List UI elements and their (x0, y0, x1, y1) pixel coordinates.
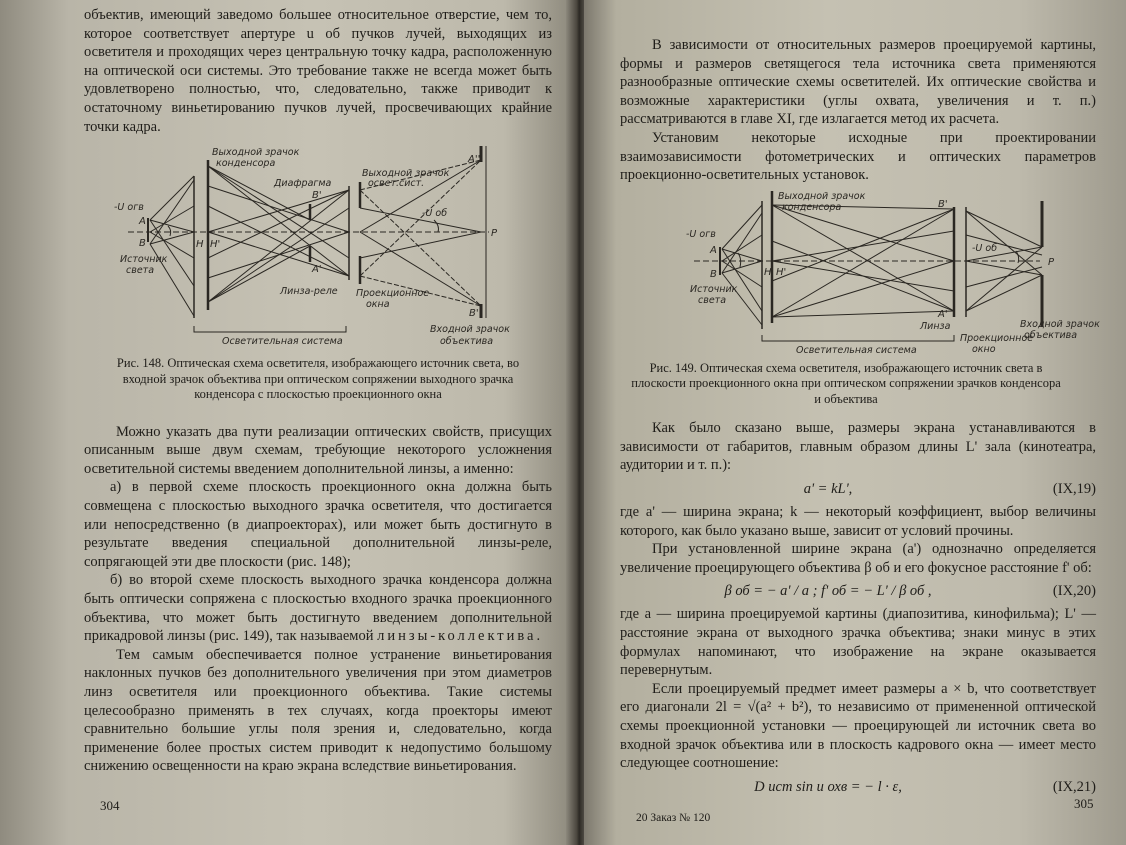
fig148-label-proj-window-1: Проекционное (356, 288, 430, 300)
right-page-footer: 20 Заказ № 120 (636, 812, 711, 824)
equation-ix-20-body: β об = − a' / a ; f' об = − L' / β об , (724, 583, 932, 600)
left-paragraph-4: Тем самым обеспечивается полное устранение виньетирования наклонных пучков без дополнительного увеличения при этом диаметров линз осветителя или проекционного объектива. Такие системы целесообразно применять в тех случаях, когда проекторы имеют сравнительно большие углы поля зрения и, следовательно, когда применение более простых систем приводит к недопустимо большому снижению освещенности на краю экрана вследствие виньетирования. (84, 646, 552, 775)
right-page-number: 305 (1074, 796, 1094, 811)
fig149-label-u-ob: -U об (972, 242, 998, 254)
left-intro-paragraph: объектив, имеющий заведомо большее относительное отверстие, чем то, которое соответствует апертуре u об пучков лучей, выходящих из осветителя и проходящих через центральную точку кадра, расположенную на оптической оси системы. Это требование также не всегда может быть удовлетворено полностью, что, следовательно, также приводит к остаточному виньетированию пучков лучей, просвечивающих крайние точки кадра. (84, 7, 552, 135)
equation-ix-21-body: D ист sin u охв = − l · ε, (754, 778, 902, 795)
left-paragraph-1: Можно указать два пути реализации оптических свойств, присущих описанным выше двум схемам, требующие некоторого усложнения осветительной системы введением дополнительной линзы, а именно: (84, 423, 552, 477)
equation-ix-21-number: (IX,21) (1052, 778, 1096, 795)
right-paragraph-3: Как было сказано выше, размеры экрана устанавливаются в зависимости от габаритов, главным образом длины L' зала (кинотеатра, аудитории и т. п.): (620, 420, 1096, 474)
fig148-label-b: В (139, 238, 146, 250)
fig149-label-a: А (710, 244, 717, 256)
right-paragraph-1: В зависимости от относительных размеров проецируемой картины, формы и размеров светящегося тела источника света применяются разнообразные оптические схемы осветителей. Их оптические свойства и возможные характеристики (углы охвата, увеличения и т. п.) рассматриваются в главе XI, где излагается метод их расчета. (620, 37, 1096, 128)
fig149-label-b1: В' (938, 198, 948, 210)
fig148-label-a1: А' (312, 264, 322, 276)
fig149-label-p: Р (1048, 256, 1055, 268)
fig148-label-lens-relay: Линза-реле (280, 286, 338, 298)
figure-149 (620, 190, 1100, 408)
fig149-label-source-1: Источник (690, 283, 738, 295)
fig149-label-entry-pupil-1: Входной зрачок (1020, 318, 1100, 330)
right-paragraph-5: При установленной ширине экрана (a') однозначно определяется увеличение проецирующего объектива β об и его фокусное расстояние f' об: (620, 541, 1096, 576)
left-paragraph-3-text: б) во второй схеме плоскость выходного зрачка конденсора должна быть оптически сопряжена с плоскостью входного зрачка проекционного объектива, что может быть достигнуто введением дополнительной прикадровой линзы (рис. 149), так называемой (84, 572, 552, 645)
equation-ix-21 (620, 775, 1096, 799)
fig149-label-u-ogs: -U огв (686, 228, 716, 240)
fig149-label-h2: Н' (776, 266, 787, 278)
left-paragraph-2: а) в первой схеме плоскость проекционного окна должна быть совмещена с плоскостью выходного зрачка осветителя, что достигается или непосредственно (в диапроекторах), или может быть достигнуто в результате введения специальной дополнительной линзы-реле, сопрягающей эти две плоскости (рис. 148); (84, 479, 552, 570)
fig149-label-h: Н (764, 266, 772, 278)
fig148-label-u-ob: -U об (422, 208, 448, 220)
fig148-label-light-sys: Осветительная система (222, 336, 343, 348)
right-paragraph-2: Установим некоторые исходные при проектировании взаимозависимости фотометрических и оптических параметров проекционно-осветительных установок. (620, 129, 1096, 184)
fig149-label-exit-pupil-1: Выходной зрачок (778, 190, 866, 202)
fig148-label-entry-pupil-1: Входной зрачок (430, 324, 510, 336)
fig148-label-h2: Н' (210, 239, 221, 251)
fig149-label-a1: А' (938, 308, 948, 320)
left-page-number: 304 (100, 798, 120, 813)
fig148-label-p: Р (491, 228, 498, 240)
left-paragraph-3-term: линзы-коллектива. (377, 628, 544, 645)
fig148-label-u-ogs: -U огв (114, 202, 144, 214)
fig148-label-exit-pupil-sys-2: освет.сист. (368, 178, 425, 190)
fig148-label-b1: В' (312, 190, 322, 202)
fig148-label-b2: В'' (469, 308, 482, 320)
fig148-label-source-1: Источник (120, 254, 168, 266)
fig149-label-proj-window-2: окно (972, 343, 996, 355)
fig148-label-entry-pupil-2: объектива (440, 336, 494, 348)
figure-149-caption: Рис. 149. Оптическая схема осветителя, изображающего источник света в плоскости проекционного окна при оптическом сопряжении зрачков конденсора и объектива (631, 360, 1061, 406)
fig149-label-light-sys: Осветительная система (796, 344, 917, 356)
fig148-label-source-2: света (126, 265, 155, 277)
fig148-label-a2: А'' (468, 154, 481, 166)
fig148-label-exit-pupil-sys-1: Выходной зрачок (362, 168, 450, 180)
fig149-label-b: В (710, 268, 717, 280)
fig148-label-exit-pupil-1: Выходной зрачок (212, 147, 300, 159)
equation-ix-19-number: (IX,19) (1052, 481, 1096, 498)
left-paragraph-3 (84, 571, 552, 645)
fig148-label-h: Н (196, 239, 204, 251)
equation-ix-20-number: (IX,20) (1052, 583, 1096, 600)
fig148-label-proj-window-2: окна (366, 299, 390, 311)
equation-ix-20 (620, 579, 1096, 603)
equation-ix-19-body: a' = kL', (803, 481, 853, 498)
fig149-label-lens: Линза (920, 320, 951, 332)
fig149-label-entry-pupil-2: объектива (1024, 329, 1078, 341)
figure-149-diagram (620, 190, 1100, 357)
right-page (584, 0, 1126, 845)
fig148-label-diaphragm: Диафрагма (274, 178, 332, 190)
right-paragraph-7: Если проецируемый предмет имеет размеры a × b, что соответствует его диагонали 2l = √(a² + b²), то независимо от примененной оптической схемы проекционной установки — проецирующей ли источник света во входной зрачок объектива или в плоскость кадрового окна — имеет место следующее соотношение: (620, 680, 1096, 772)
figure-148 (84, 146, 552, 403)
right-paragraph-6: где a — ширина проецируемой картины (диапозитива, кинофильма); L' — расстояние экрана от выходного зрачка объектива; знаки минус в этих формулах напоминают, что изображение на экране оказывается перевернутым. (620, 606, 1096, 679)
fig149-label-proj-window-1: Проекционное (960, 332, 1034, 344)
fig148-label-a: А (139, 216, 146, 228)
figure-148-diagram (84, 146, 552, 352)
fig148-label-exit-pupil-2: конденсора (216, 158, 276, 170)
right-paragraph-4: где a' — ширина экрана; k — некоторый коэффициент, выбор величины которого, как было указано выше, зависит от условий прочины. (620, 504, 1096, 539)
equation-ix-19 (620, 477, 1096, 501)
figure-148-caption: Рис. 148. Оптическая схема осветителя, изображающего источник света, во входной зрачок объектива при оптическом сопряжении выходного зрачка конденсора с плоскостью проекционного окна (116, 356, 520, 402)
fig149-label-source-2: света (698, 294, 727, 306)
fig149-label-exit-pupil-2: конденсора (782, 201, 842, 213)
